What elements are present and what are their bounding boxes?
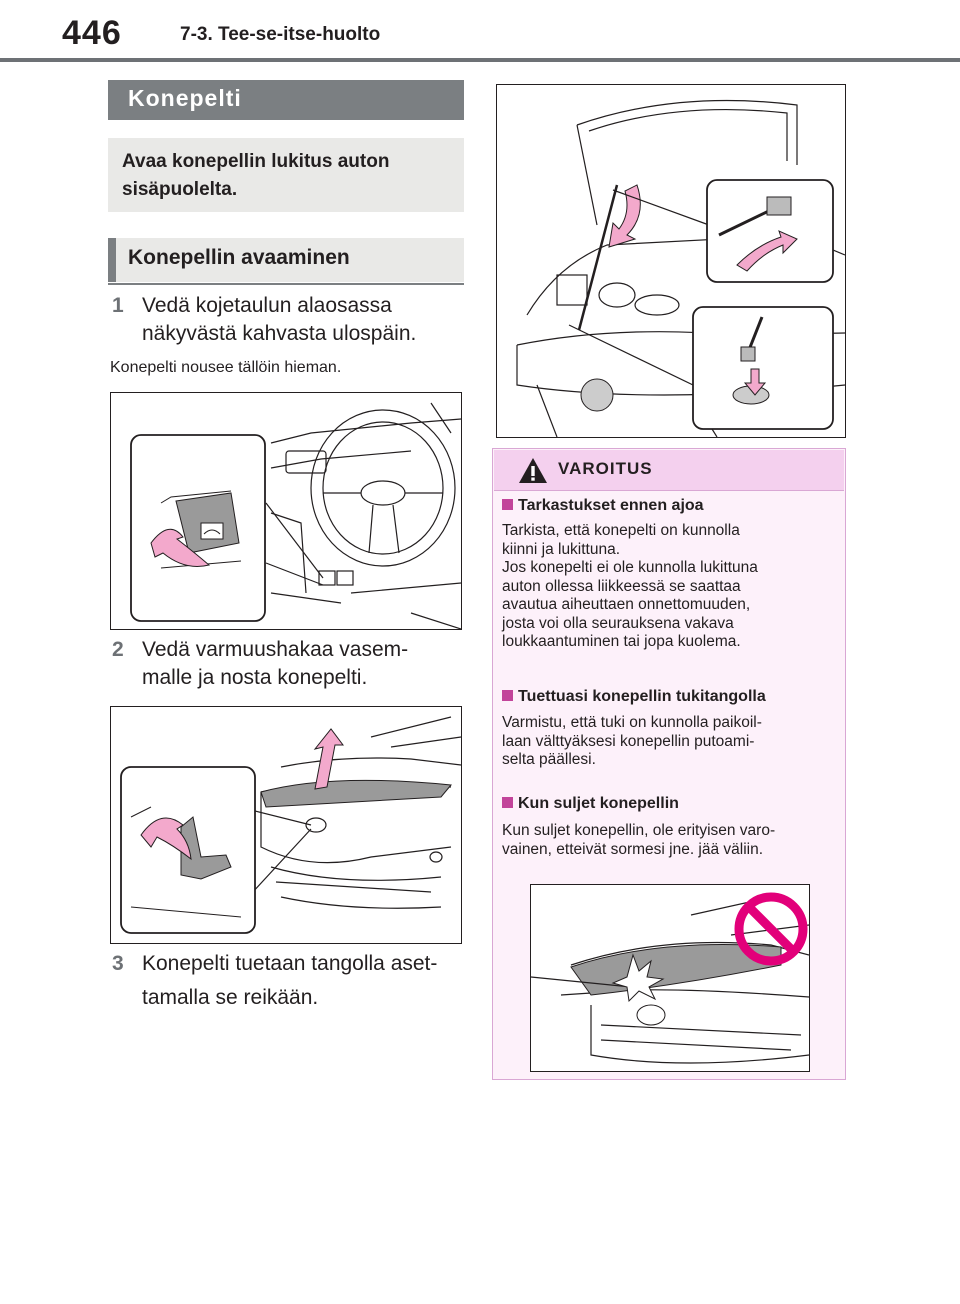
step-note: Konepelti nousee tällöin hieman. — [110, 359, 342, 376]
square-bullet-icon — [502, 690, 513, 701]
step-text: malle ja nosta konepelti. — [142, 666, 368, 689]
square-bullet-icon — [502, 797, 513, 808]
step-number: 3 — [112, 952, 124, 975]
step-text: näkyvästä kahvasta ulospäin. — [142, 322, 417, 345]
subsection-accent — [108, 238, 116, 282]
warning-item-heading: Tarkastukset ennen ajoa — [502, 497, 704, 515]
step-number: 1 — [112, 294, 124, 317]
section-title: Konepelti — [128, 85, 242, 111]
warning-item-heading: Tuettuasi konepellin tukitangolla — [502, 688, 766, 706]
warning-item-text: Varmistu, että tuki on kunnolla paikoil- laan välttyäksesi konepellin putoami- selta päällesi. — [502, 714, 762, 768]
warning-item-text: Tarkista, että konepelti on kunnolla kiinni ja lukittuna. Jos konepelti ei ole kunnolla lukittuna auton ollessa liikkeessä se saattaa avautua aiheuttaen onnettomuuden, josta voi olla seurauksena vakava loukkaantuminen tai jopa kuolema. — [502, 522, 758, 650]
step-text: Konepelti tuetaan tangolla aset- — [142, 952, 438, 975]
safety-catch-illustration — [110, 706, 462, 944]
page-number: 446 — [62, 14, 122, 52]
step-text: tamalla se reikään. — [142, 986, 319, 1009]
warning-item-text: Kun suljet konepellin, ole erityisen varo- vainen, etteivät sormesi jne. jää väliin. — [502, 822, 776, 858]
support-rod-illustration — [496, 84, 846, 438]
header-rule — [0, 58, 960, 62]
dashboard-illustration — [110, 392, 462, 630]
step-text: Vedä varmuushakaa vasem- — [142, 638, 409, 661]
step-number: 2 — [112, 638, 124, 661]
warning-item-heading: Kun suljet konepellin — [502, 795, 679, 813]
step-text: Vedä kojetaulun alaosassa — [142, 294, 392, 317]
subsection-rule — [108, 283, 464, 285]
page-header — [0, 0, 960, 62]
square-bullet-icon — [502, 499, 513, 510]
warning-title: VAROITUS — [558, 459, 653, 478]
intro-text: Avaa konepellin lukitus auton sisäpuolelta. — [122, 151, 390, 200]
warning-triangle-icon — [518, 457, 548, 484]
subsection-title: Konepellin avaaminen — [128, 246, 350, 269]
chapter-title: 7-3. Tee-se-itse-huolto — [180, 24, 381, 45]
closing-hood-illustration — [530, 884, 810, 1072]
